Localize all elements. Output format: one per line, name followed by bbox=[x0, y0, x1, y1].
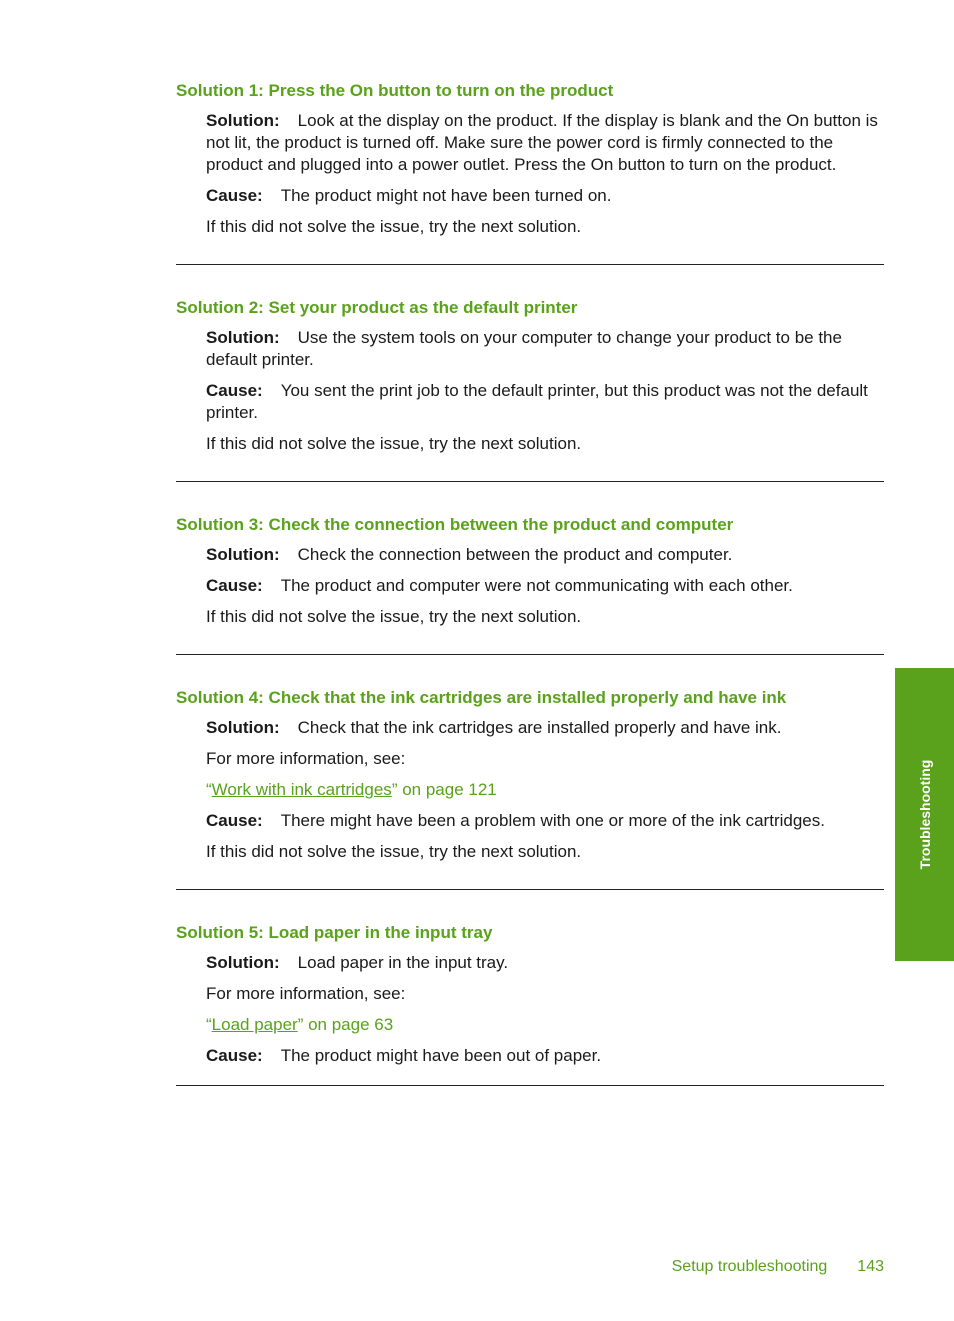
solution-3-cause bbox=[206, 575, 884, 597]
page-footer bbox=[600, 1258, 884, 1276]
load-paper-link[interactable]: Load paper bbox=[211, 1015, 298, 1034]
solution-5-section bbox=[176, 922, 884, 1067]
solution-3-solution bbox=[206, 544, 884, 566]
solution-5-solution bbox=[206, 952, 884, 974]
solution-5-body bbox=[206, 952, 884, 1067]
solution-1-body bbox=[206, 110, 884, 238]
solution-1-cause bbox=[206, 185, 884, 207]
cause-label: Cause: bbox=[206, 1046, 263, 1065]
solution-label: Solution: bbox=[206, 111, 280, 130]
solution-2-next: If this did not solve the issue, try the next solution. bbox=[206, 434, 582, 453]
solution-4-heading: Solution 4: Check that the ink cartridges are installed properly and have ink bbox=[176, 688, 787, 707]
page-reference: ” on page 63 bbox=[297, 1015, 394, 1034]
cause-label: Cause: bbox=[206, 811, 263, 830]
solution-2-heading: Solution 2: Set your product as the default printer bbox=[176, 298, 578, 317]
solution-3-section bbox=[176, 514, 884, 628]
solution-text: Look at the display on the product. If the display is blank and the On button is not lit, the product is turned off. Make sure the power cord is firmly connected to the product and plugged into a power outlet. Press the On button to turn on the product. bbox=[206, 111, 878, 174]
cause-text: There might have been a problem with one or more of the ink cartridges. bbox=[280, 811, 825, 830]
solution-5-cause bbox=[206, 1045, 884, 1067]
solution-2-section bbox=[176, 297, 884, 455]
solution-3-heading: Solution 3: Check the connection between the product and computer bbox=[176, 515, 734, 534]
troubleshooting-side-tab bbox=[895, 668, 954, 961]
solution-label: Solution: bbox=[206, 718, 280, 737]
work-with-ink-cartridges-link[interactable]: Work with ink cartridges bbox=[211, 780, 392, 799]
solution-3-body bbox=[206, 544, 884, 628]
solution-text: Load paper in the input tray. bbox=[297, 953, 509, 972]
divider bbox=[176, 654, 884, 655]
solution-5-heading: Solution 5: Load paper in the input tray bbox=[176, 923, 493, 942]
cause-text: The product might not have been turned on. bbox=[280, 186, 612, 205]
footer-section-title: Setup troubleshooting bbox=[671, 1258, 828, 1275]
quote-open: “ bbox=[206, 1015, 212, 1034]
solution-1-section bbox=[176, 80, 884, 238]
cause-text: You sent the print job to the default printer, but this product was not the default printer. bbox=[206, 381, 868, 422]
cause-text: The product and computer were not communicating with each other. bbox=[280, 576, 793, 595]
divider bbox=[176, 481, 884, 482]
solution-4-section bbox=[176, 687, 884, 863]
divider bbox=[176, 889, 884, 890]
solution-1-next: If this did not solve the issue, try the next solution. bbox=[206, 217, 582, 236]
solution-label: Solution: bbox=[206, 545, 280, 564]
solution-text: Use the system tools on your computer to change your product to be the default printer. bbox=[206, 328, 842, 369]
solution-text: Check the connection between the product and computer. bbox=[297, 545, 733, 564]
solution-text: Check that the ink cartridges are installed properly and have ink. bbox=[297, 718, 782, 737]
solution-2-cause bbox=[206, 380, 884, 424]
cause-text: The product might have been out of paper. bbox=[280, 1046, 602, 1065]
page-content bbox=[176, 80, 884, 1086]
solution-4-cause bbox=[206, 810, 884, 832]
solution-label: Solution: bbox=[206, 328, 280, 347]
solution-5-more-info: For more information, see: bbox=[206, 984, 406, 1003]
cause-label: Cause: bbox=[206, 381, 263, 400]
page-reference: ” on page 121 bbox=[391, 780, 497, 799]
solution-1-solution bbox=[206, 110, 884, 176]
solution-3-next: If this did not solve the issue, try the next solution. bbox=[206, 607, 582, 626]
divider bbox=[176, 1085, 884, 1086]
page-number: 143 bbox=[857, 1258, 884, 1275]
side-tab-label: Troubleshooting bbox=[916, 759, 933, 870]
cause-label: Cause: bbox=[206, 186, 263, 205]
solution-2-body bbox=[206, 327, 884, 455]
solution-4-reference bbox=[206, 779, 884, 801]
solution-4-solution bbox=[206, 717, 884, 739]
divider bbox=[176, 264, 884, 265]
solution-4-body bbox=[206, 717, 884, 863]
solution-4-next: If this did not solve the issue, try the next solution. bbox=[206, 842, 582, 861]
cause-label: Cause: bbox=[206, 576, 263, 595]
solution-1-heading: Solution 1: Press the On button to turn on the product bbox=[176, 81, 614, 100]
solution-2-solution bbox=[206, 327, 884, 371]
solution-5-reference bbox=[206, 1014, 884, 1036]
solution-4-more-info: For more information, see: bbox=[206, 749, 406, 768]
solution-label: Solution: bbox=[206, 953, 280, 972]
quote-open: “ bbox=[206, 780, 212, 799]
